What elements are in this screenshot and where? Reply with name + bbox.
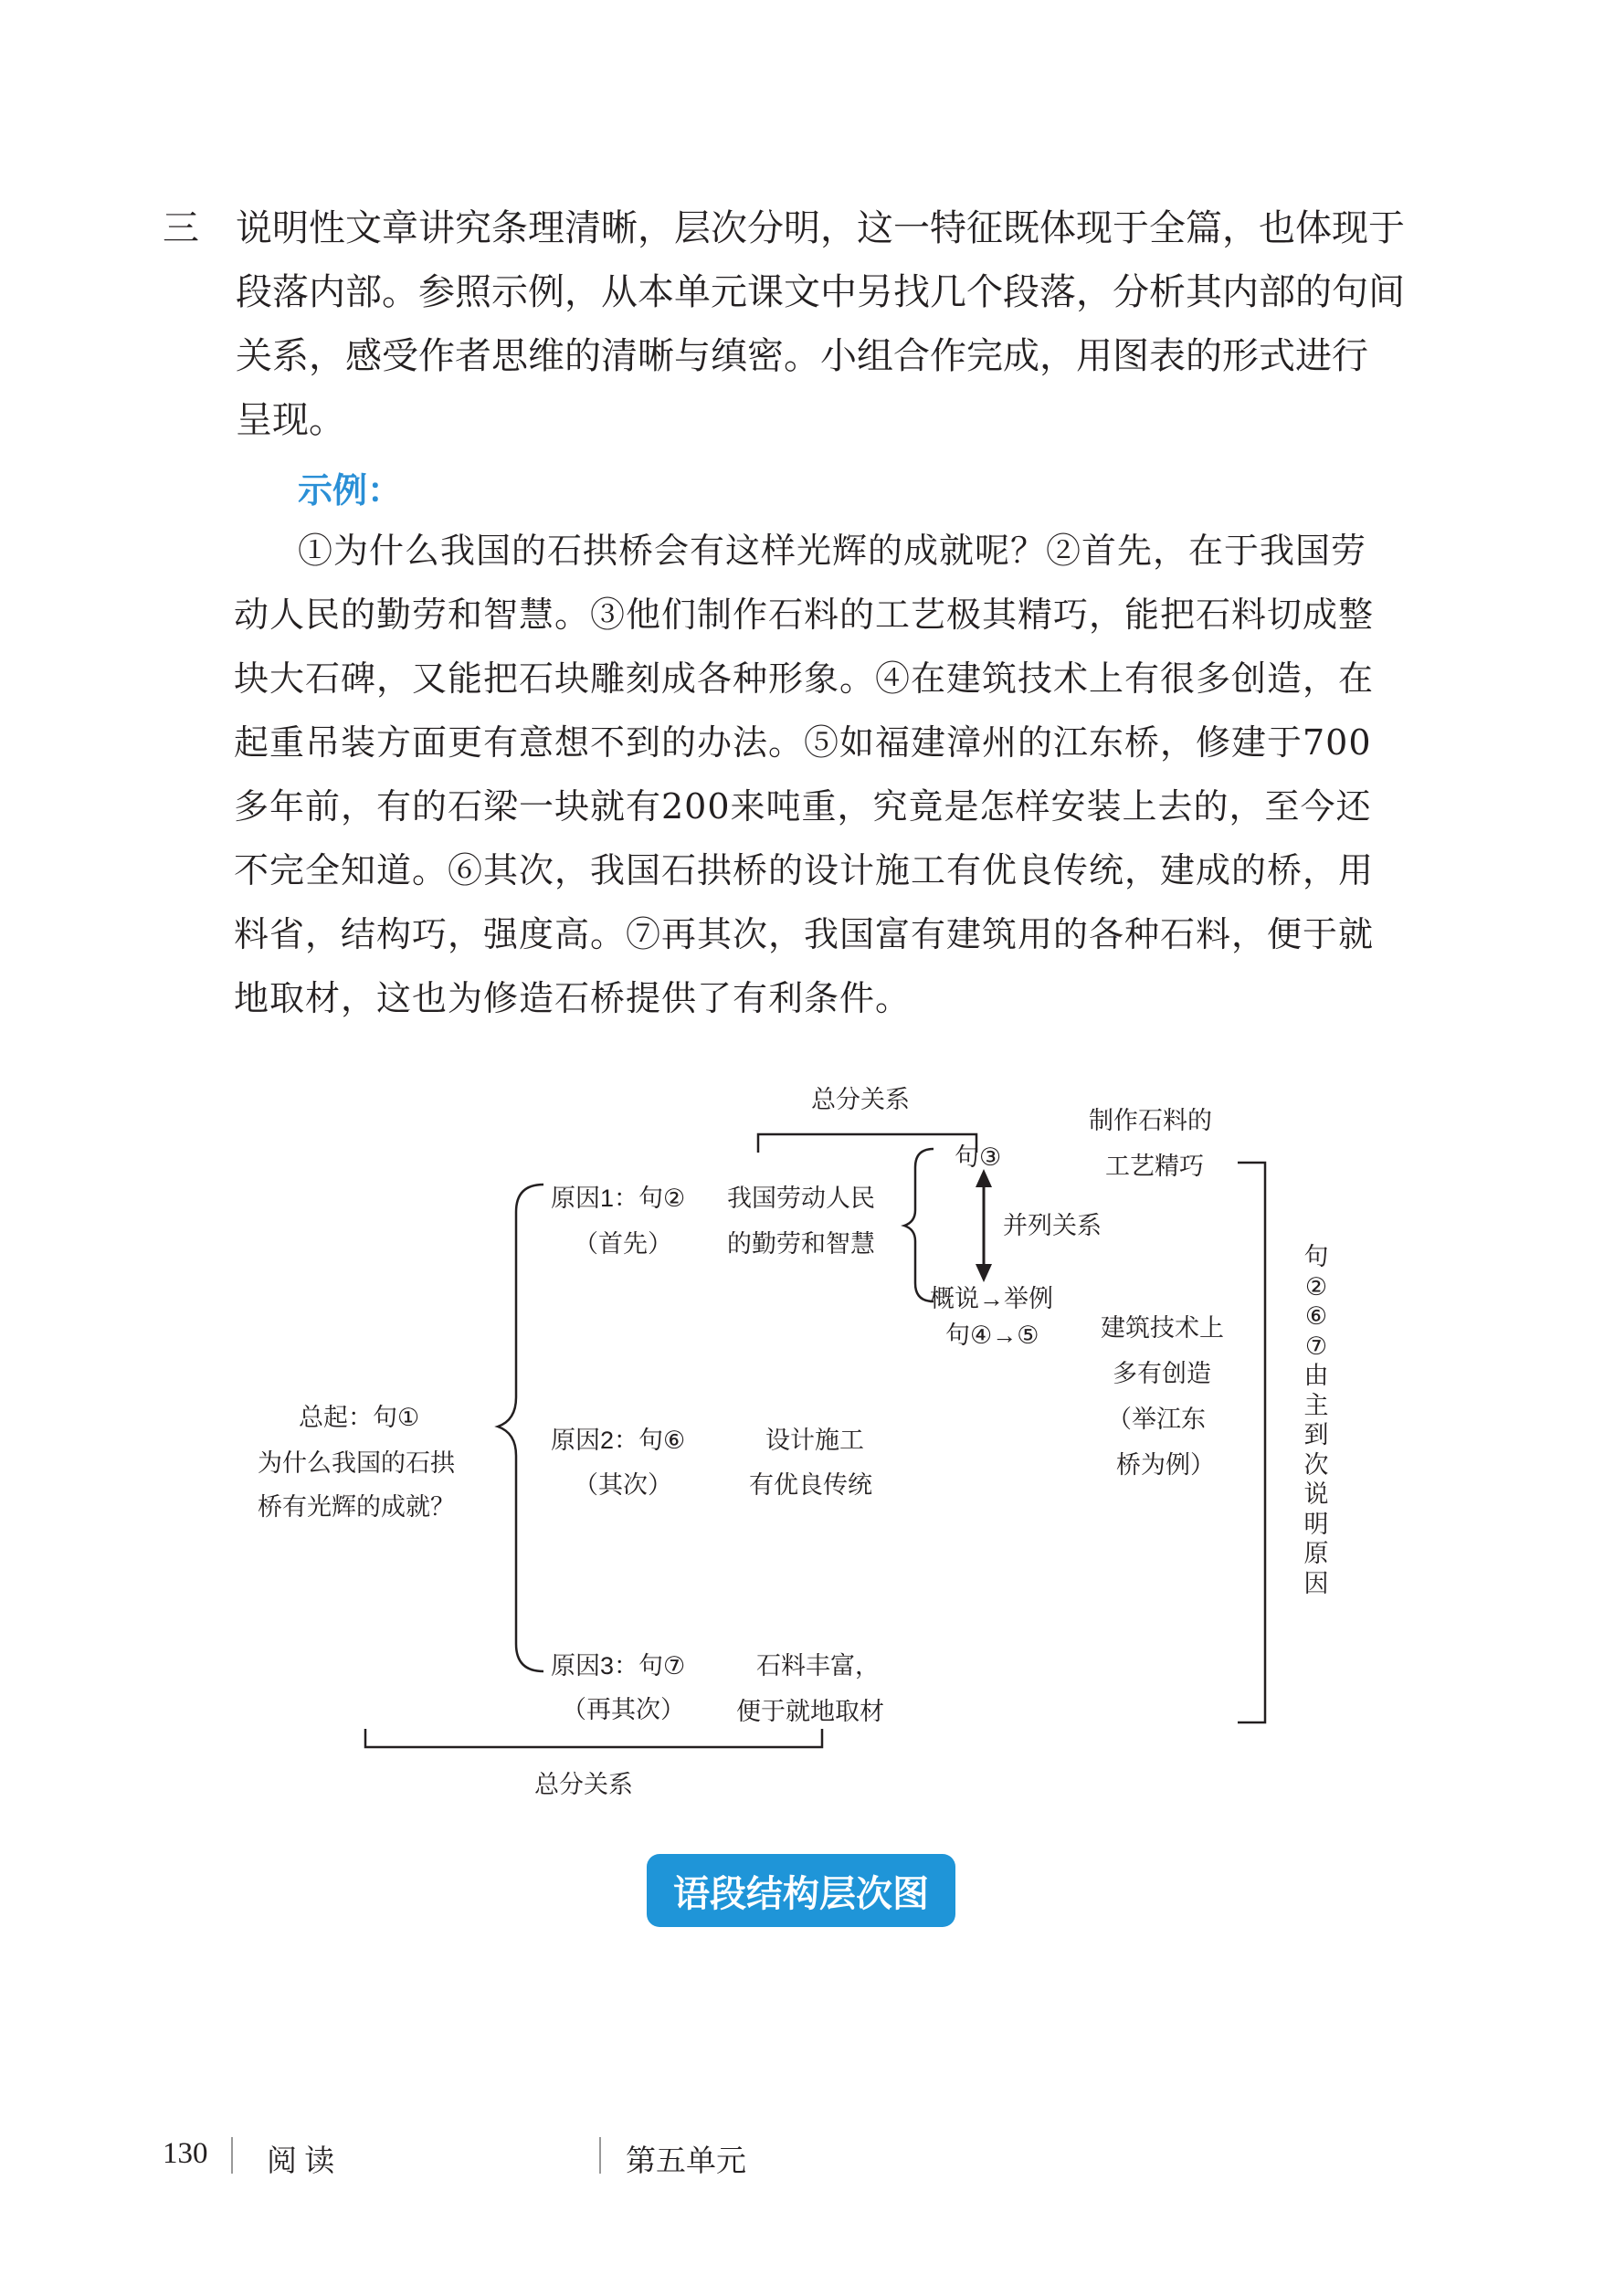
example-line-7: 料省，结构巧，强度高。⑦再其次，我国富有建筑用的各种石料，便于就 [234,914,1375,954]
reason2-label: 原因2：句⑥ [551,1427,686,1454]
reason3-text-line-2: 便于就地取材 [736,1698,884,1726]
sub2-text-line-4: 桥为例） [1116,1451,1215,1480]
root-text-line-1: 为什么我国的石拱 [258,1449,455,1478]
side-bracket [1238,1163,1265,1722]
reason3-text-line-1: 石料丰富， [756,1652,880,1680]
question-line-1: 说明性文章讲究条理清晰，层次分明，这一特征既体现于全篇，也体现于 [236,208,1405,248]
side-note-vertical: 句 ② ⑥ ⑦ 由 主 到 次 说 明 原 因 [1303,1243,1329,1597]
root-text-line-2: 桥有光辉的成就？ [258,1493,455,1522]
parallel-arrow [976,1169,992,1282]
question-number: 三 [163,208,199,248]
sub2-label-line-1: 概说→举例 [930,1285,1053,1312]
main-brace [498,1185,543,1671]
example-line-5: 多年前，有的石梁一块就有200来吨重，究竟是怎样安装上去的，至今还 [234,786,1372,827]
sub1-label: 句③ [955,1143,1002,1171]
reason1-marker: （首先） [574,1230,672,1258]
top-bracket [758,1134,976,1153]
parallel-relation-label: 并列关系 [1003,1212,1102,1239]
footer-unit: 第五单元 [626,2145,746,2178]
reason2-marker: （其次） [574,1471,672,1499]
root-label: 总起：句① [299,1404,420,1431]
sub2-text-line-3: （举江东 [1107,1406,1206,1434]
sub2-text-line-1: 建筑技术上 [1101,1314,1224,1343]
bottom-bracket [365,1729,822,1747]
sub2-text-line-2: 多有创造 [1113,1360,1211,1388]
bottom-relation-label: 总分关系 [534,1771,633,1798]
reason3-marker: （再其次） [562,1696,685,1723]
example-line-1: ①为什么我国的石拱桥会有这样光辉的成就呢？②首先，在于我国劳 [298,531,1367,571]
example-line-3: 块大石碑，又能把石块雕刻成各种形象。④在建筑技术上有很多创造，在 [234,658,1375,699]
question-line-2: 段落内部。参照示例，从本单元课文中另找几个段落，分析其内部的句间 [236,272,1405,312]
footer-section: 阅 读 [267,2145,335,2178]
reason3-label: 原因3：句⑦ [551,1652,686,1680]
footer-divider-2 [599,2137,601,2174]
example-line-4: 起重吊装方面更有意想不到的办法。⑤如福建漳州的江东桥，修建于700 [234,722,1372,763]
example-label: 示例： [298,472,403,511]
sub2-label-line-2: 句④→⑤ [945,1322,1039,1349]
reason2-text-line-1: 设计施工 [765,1427,864,1455]
footer-divider-1 [231,2137,233,2174]
question-line-3: 关系，感受作者思维的清晰与缜密。小组合作完成，用图表的形式进行 [236,336,1368,376]
example-line-6: 不完全知道。⑥其次，我国石拱桥的设计施工有优良传统，建成的桥，用 [234,850,1375,890]
reason1-label: 原因1：句② [551,1185,686,1212]
reason1-text-line-1: 我国劳动人民 [727,1185,875,1213]
reason1-text-line-2: 的勤劳和智慧 [727,1230,875,1259]
diagram-caption: 语段结构层次图 [647,1854,955,1927]
example-line-8: 地取材，这也为修造石桥提供了有利条件。 [234,978,912,1018]
sub1-text-line-2: 工艺精巧 [1105,1153,1204,1181]
example-line-2: 动人民的勤劳和智慧。③他们制作石料的工艺极其精巧，能把石料切成整 [234,595,1375,635]
reason2-text-line-2: 有优良传统 [749,1471,872,1500]
page-number: 130 [163,2137,208,2170]
sub1-text-line-1: 制作石料的 [1089,1107,1212,1135]
top-relation-label: 总分关系 [811,1086,910,1113]
question-line-4: 呈现。 [236,400,345,440]
